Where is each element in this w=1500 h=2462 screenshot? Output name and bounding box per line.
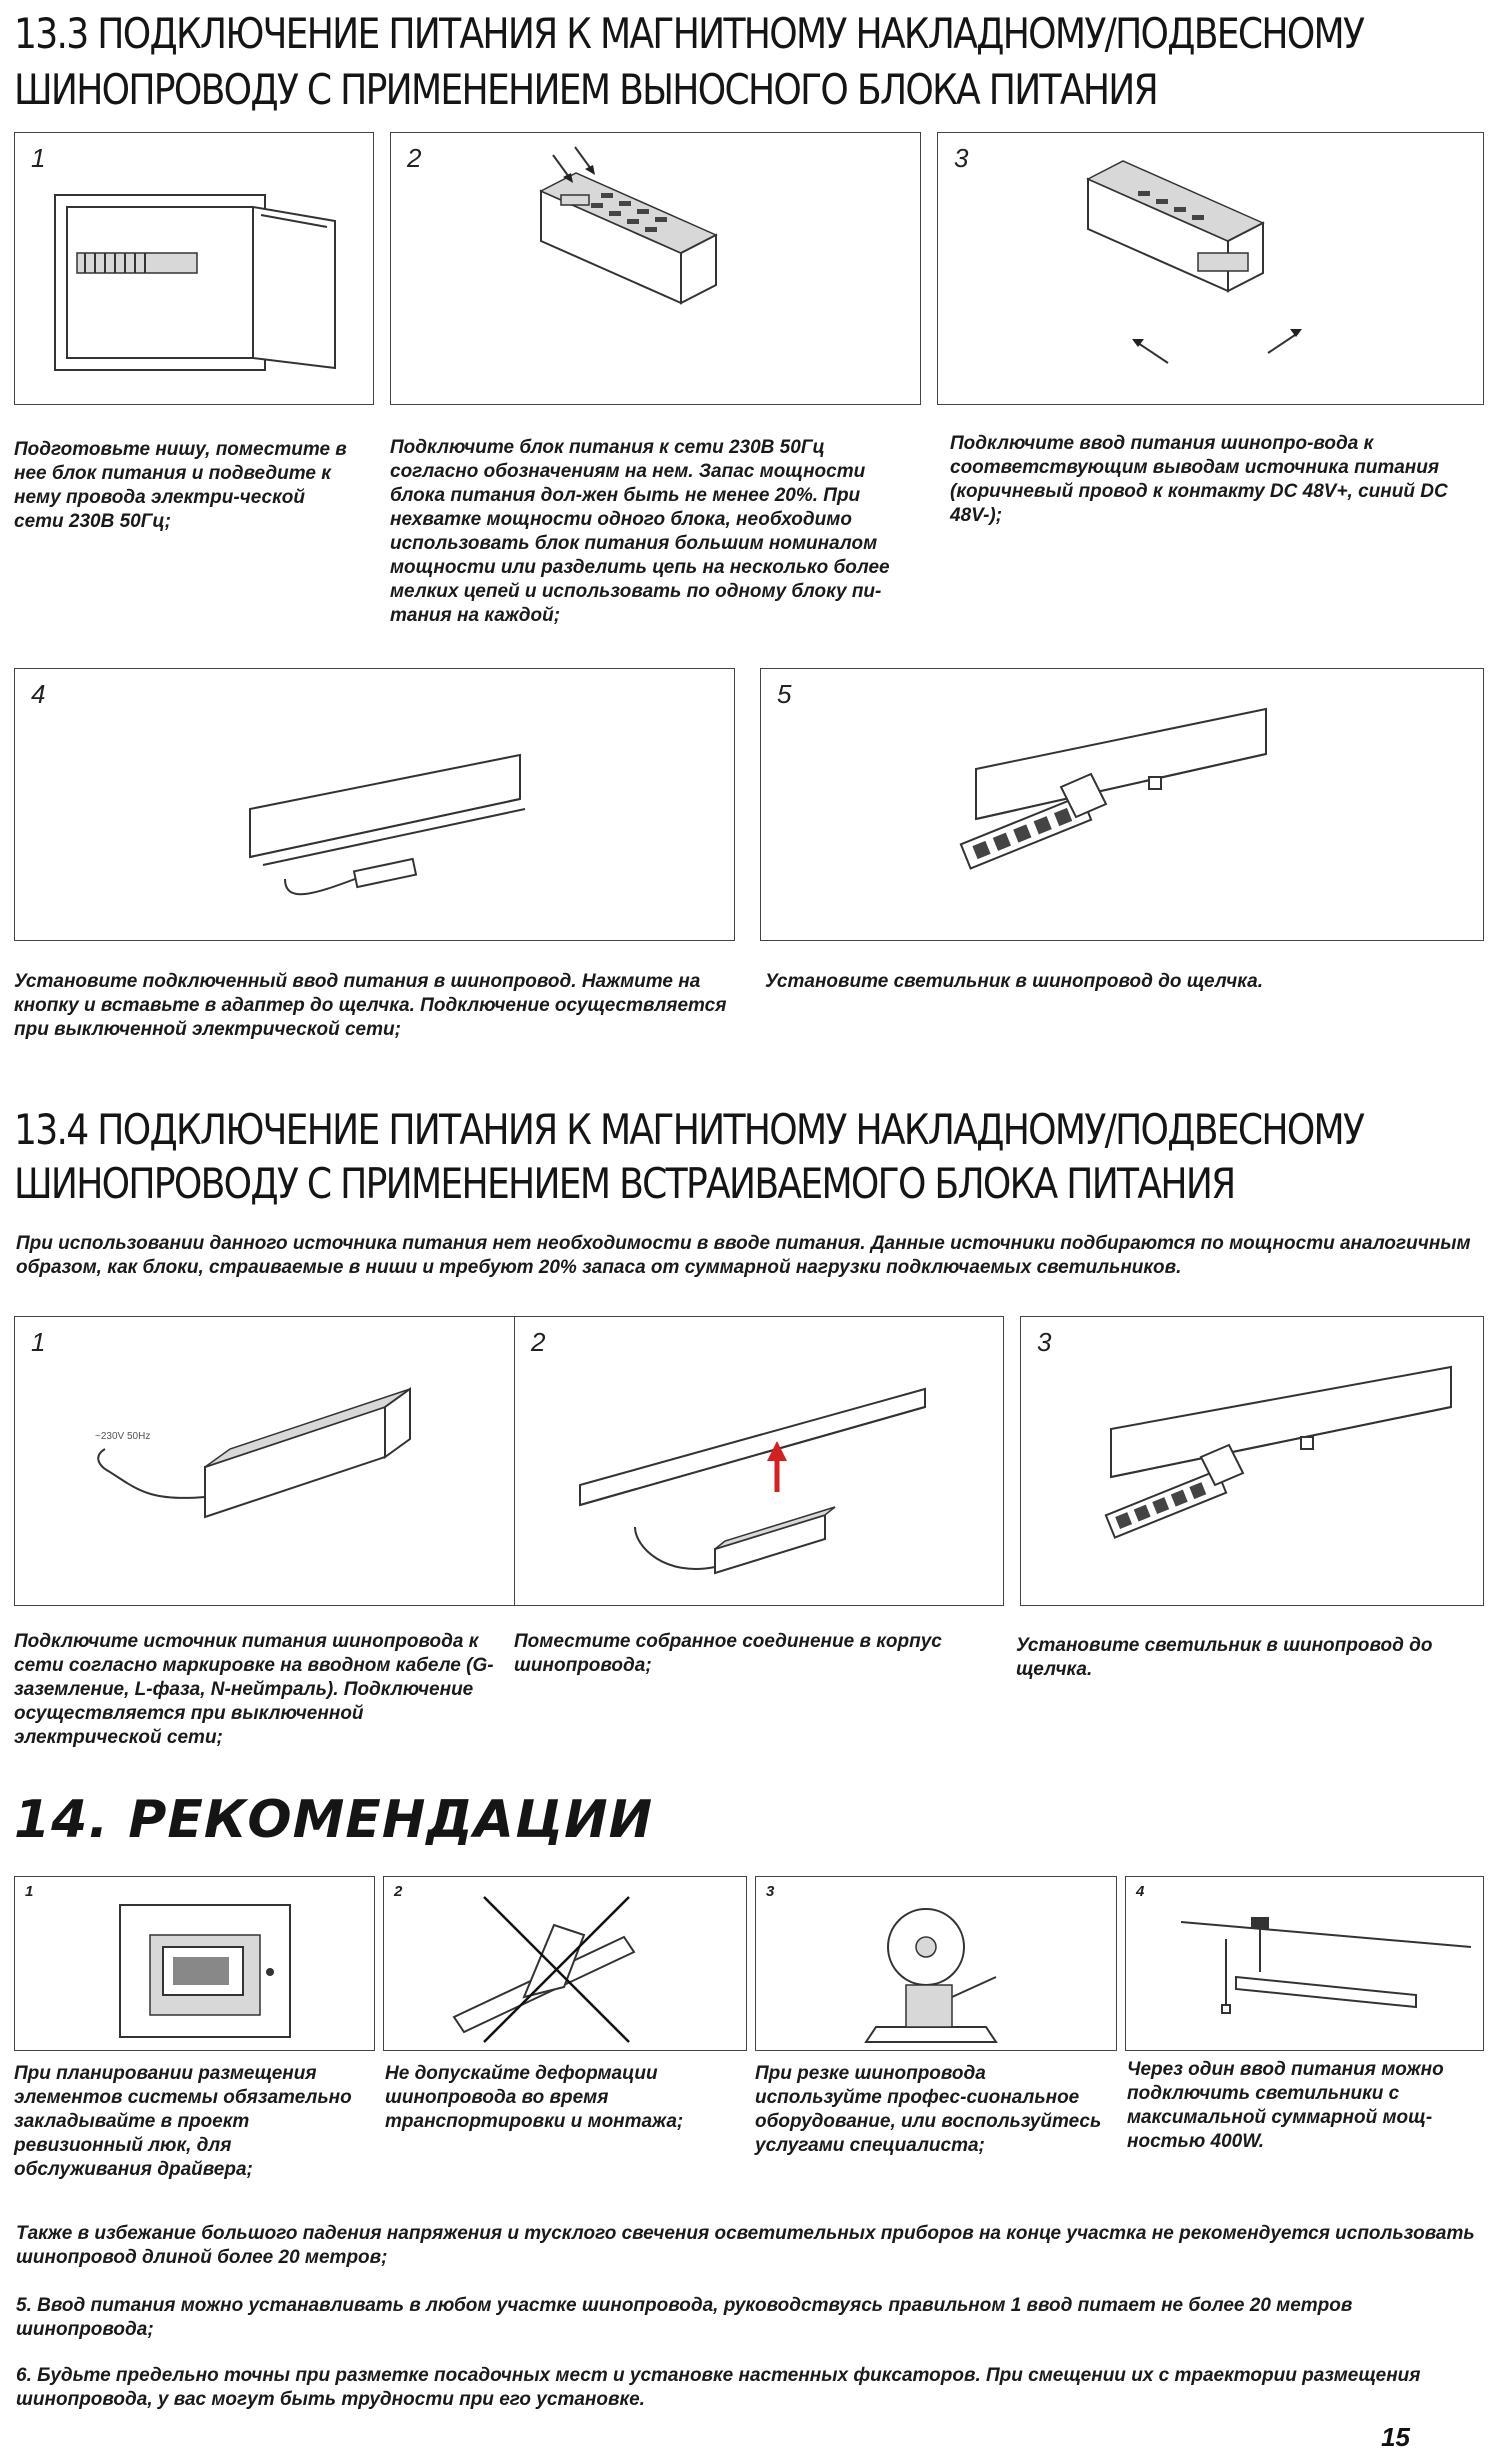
step-13-4-3-caption: Установите светильник в шинопровод до щелчка. [1016,1635,1433,1680]
step-number: 4 [31,679,46,709]
step-number: 2 [407,143,422,173]
step-13-3-2-caption: Подключите блок питания к сети 230В 50Гц согласно обозначениям на нем. Запас мощности блока питания дол-жен быть не менее 20%. При нехватке мощности одного блока, необходимо использовать блок питания большим номиналом мощности или разделить цепь на несколько более мелких цепей и использовать по одному блоку пи-тания на каждой; [390,437,890,626]
section-13-4-title-line1: 13.4 ПОДКЛЮЧЕНИЕ ПИТАНИЯ К МАГНИТНОМУ НАКЛАДНОМУ/ПОДВЕСНОМУ [14,1105,1364,1154]
step-13-4-2-caption: Поместите собранное соединение в корпус шинопровода; [514,1631,942,1676]
step-13-3-2-illustration [390,132,921,405]
step-number: 1 [31,143,46,173]
revision-hatch-illustration [15,1877,375,2051]
step-number: 3 [954,143,969,173]
note-max-length: Также в избежание большого падения напряжения и тусклого свечения осветительных приборов на конце участка не рекомендуется использовать шинопровод длиной более 20 метров; [16,2223,1475,2268]
insert-driver-into-track-illustration [515,1317,1004,1606]
section-13-4-title-line2: ШИНОПРОВОДУ С ПРИМЕНЕНИЕМ ВСТРАИВАЕМОГО БЛОКА ПИТАНИЯ [14,1159,1235,1208]
recommendation-1-illustration [14,1876,375,2051]
recommendation-4-illustration [1125,1876,1484,2051]
step-13-3-4-illustration [14,668,735,941]
power-supply-unit-illustration [391,133,921,405]
item-number: 3 [766,1883,775,1900]
section-13-4-intro: При использовании данного источника питания нет необходимости в вводе питания. Данные источники подбираются по мощности аналогичным образом, как блоки, страиваемые в ниши и требуют 20% запаса от суммарной нагрузки подключаемых светильников. [16,1233,1471,1278]
section-13-3-title-line2: ШИНОПРОВОДУ С ПРИМЕНЕНИЕМ ВЫНОСНОГО БЛОКА ПИТАНИЯ [14,65,1157,114]
power-supply-terminals-illustration [938,133,1484,405]
track-power-input-illustration [15,669,735,941]
luminaire-installation-illustration [1021,1317,1484,1606]
step-13-4-1-illustration [14,1316,534,1606]
item-number: 2 [394,1883,403,1900]
step-number: 1 [31,1327,46,1357]
note-6: 6. Будьте предельно точны при разметке посадочных мест и установке настенных фиксаторов. При смещении их с траектории размещения шинопровода, у вас могут быть трудности при его установке. [16,2365,1421,2410]
recommendation-3-illustration [755,1876,1117,2051]
suspended-track-illustration [1126,1877,1484,2051]
no-deformation-illustration [384,1877,747,2051]
cutting-saw-illustration [756,1877,1117,2051]
built-in-driver-illustration [15,1317,534,1606]
item-number: 1 [25,1883,34,1900]
step-13-3-5-illustration [760,668,1484,941]
item-number: 4 [1136,1883,1145,1900]
step-13-3-3-caption: Подключите ввод питания шинопро-вода к соответствующим выводам источника питания (коричневый провод к контакту DC 48V+, синий DC 48V-); [950,433,1448,526]
section-13-3-title-line1: 13.3 ПОДКЛЮЧЕНИЕ ПИТАНИЯ К МАГНИТНОМУ НАКЛАДНОМУ/ПОДВЕСНОМУ [14,9,1364,58]
step-13-4-3-illustration [1020,1316,1484,1606]
step-13-4-2-illustration [514,1316,1004,1606]
note-5: 5. Ввод питания можно устанавливать в любом участке шинопровода, руководствуясь правильном 1 ввод питает не более 20 метров шинопровода; [16,2295,1353,2340]
step-13-3-4-caption: Установите подключенный ввод питания в шинопровод. Нажмите на кнопку и вставьте в адаптер до щелчка. Подключение осуществляется при выключенной электрической сети; [14,971,727,1040]
luminaire-installation-illustration [761,669,1484,941]
step-number: 5 [777,679,792,709]
page-number: 15 [1381,2422,1410,2452]
step-13-3-1-caption: Подготовьте нишу, поместите в нее блок питания и подведите к нему провода электри-ческой сети 230В 50Гц; [14,439,347,532]
recommendation-3-caption: При резке шинопровода используйте профес-сиональное оборудование, или воспользуйтесь услугами специалиста; [755,2063,1102,2156]
step-13-3-5-caption: Установите светильник в шинопровод до щелчка. [765,971,1263,992]
recommendation-4-caption: Через один ввод питания можно подключить светильники с максимальной суммарной мощ-ностью 400W. [1127,2059,1444,2152]
recommendation-2-caption: Не допускайте деформации шинопровода во время транспортировки и монтажа; [385,2063,684,2132]
section-14-title: 14. РЕКОМЕНДАЦИИ [14,1790,654,1850]
step-13-3-1-illustration [14,132,374,405]
step-number: 3 [1037,1327,1052,1357]
electrical-cabinet-illustration [15,133,374,405]
recommendation-1-caption: При планировании размещения элементов системы обязательно закладывайте в проект ревизионный люк, для обслуживания драйвера; [14,2063,352,2180]
step-13-4-1-caption: Подключите источник питания шинопровода к сети согласно маркировке на вводном кабеле (G-заземление, L-фаза, N-нейтраль). Подключение осуществляется при выключенной электрической сети; [14,1631,494,1748]
step-13-3-3-illustration [937,132,1484,405]
voltage-label: ~230V 50Hz [95,1431,151,1442]
step-number: 2 [531,1327,546,1357]
recommendation-2-illustration [383,1876,747,2051]
